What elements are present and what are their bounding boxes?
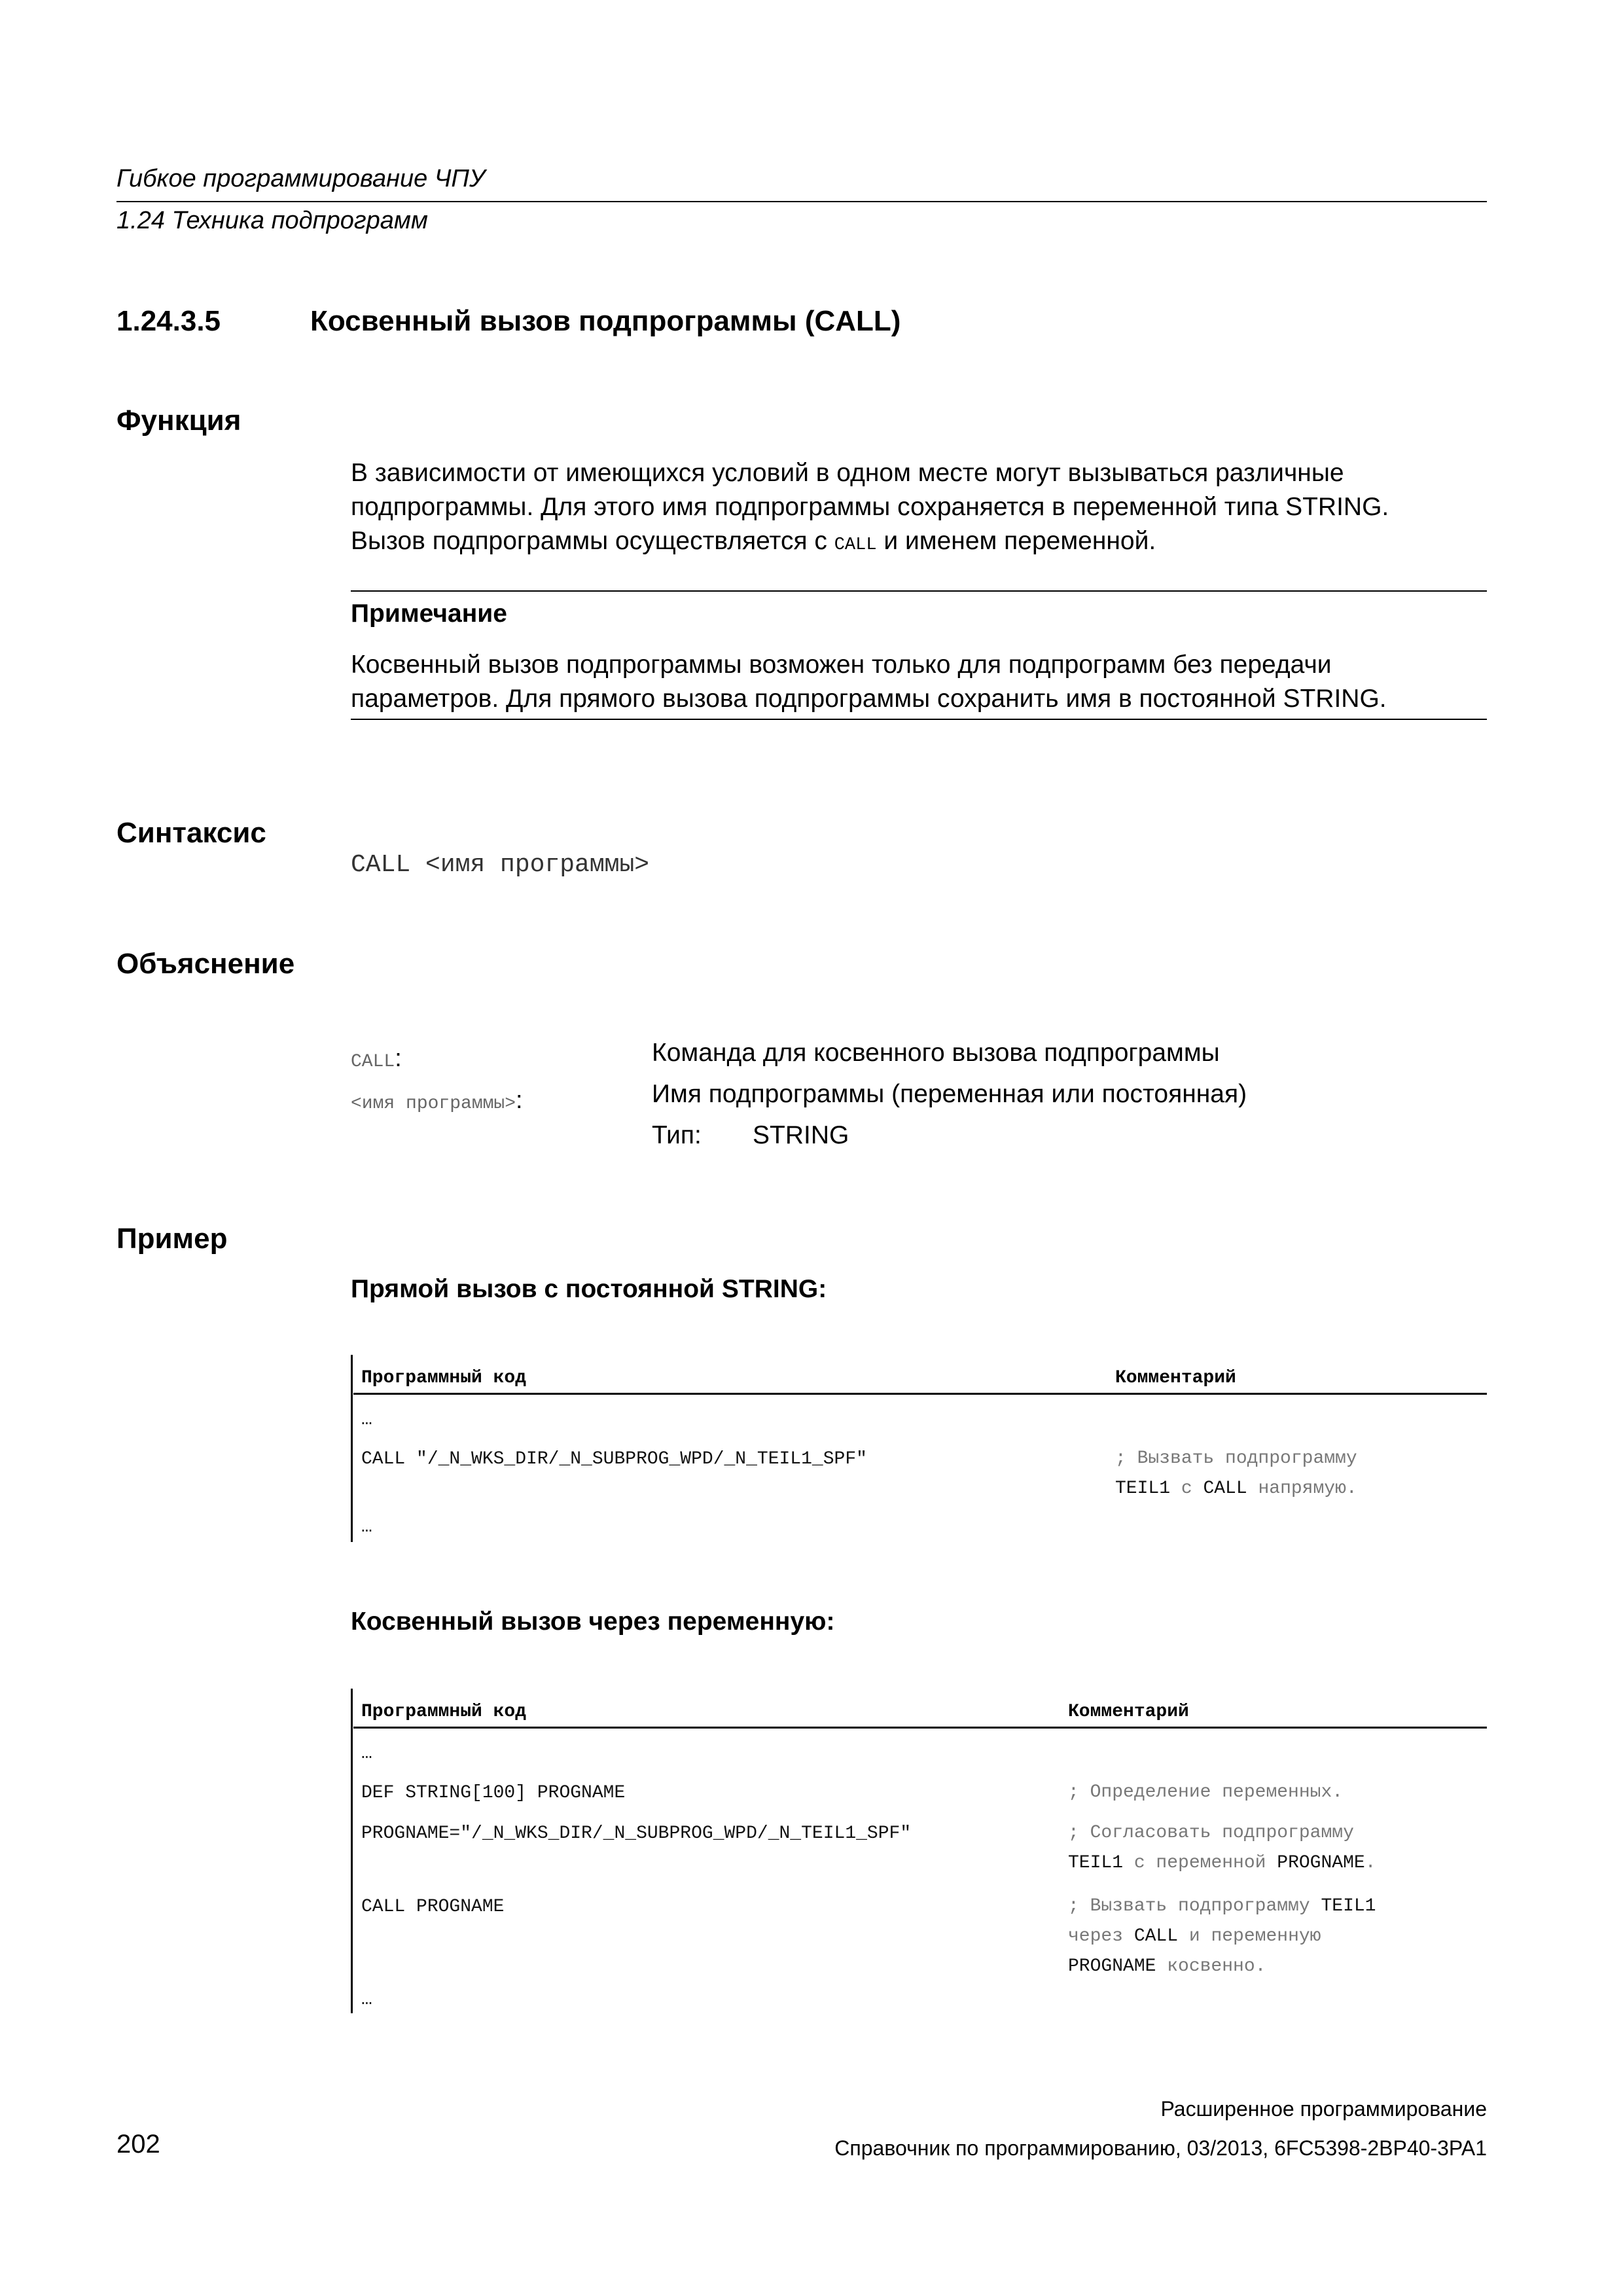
page-number: 202 (116, 2130, 160, 2159)
c3-call-sub: ; Вызвать подпрограмму (1068, 1896, 1321, 1916)
table2-left-bar (351, 1689, 353, 2013)
table2-comment-1: ; Определение переменных. (1068, 1782, 1344, 1803)
table1-col-comment: Комментарий (1115, 1368, 1236, 1388)
explanation-desc-progname: Имя подпрограммы (переменная или постоянная) (652, 1080, 1247, 1108)
function-line-2: подпрограммы. Для этого имя подпрограммы сохраняется в переменной типа STRING. (351, 493, 1389, 521)
example-heading: Пример (116, 1223, 228, 1255)
c3-progname: PROGNAME (1068, 1956, 1156, 1977)
table1-left-bar (351, 1355, 353, 1542)
c1-teil1: TEIL1 (1115, 1479, 1171, 1499)
term-progname-colon: : (516, 1086, 523, 1114)
function-line-1: В зависимости от имеющихся условий в одном месте могут вызываться различные (351, 459, 1344, 487)
table2-comment-2 (1068, 1818, 1376, 1878)
footer-book-title: Расширенное программирование (1160, 2097, 1487, 2121)
c3-indirect: косвенно. (1156, 1956, 1266, 1977)
table2-code-3: CALL PROGNAME (361, 1897, 505, 1917)
c1-s: с (1170, 1479, 1204, 1499)
table2-ellipsis-top: … (361, 1744, 372, 1764)
c2-with-var: с переменной (1123, 1853, 1277, 1873)
note-top-rule (351, 590, 1487, 592)
c2-progname: PROGNAME (1277, 1853, 1365, 1873)
note-title: Примечание (351, 600, 507, 628)
table1-ellipsis-top: … (361, 1410, 372, 1430)
explanation-type-value: STRING (753, 1121, 849, 1149)
note-line-1: Косвенный вызов подпрограммы возможен только для подпрограмм без передачи (351, 651, 1332, 679)
table2-comment-3 (1068, 1892, 1376, 1982)
explanation-term-progname (351, 1086, 523, 1115)
c2-dot: . (1364, 1853, 1376, 1873)
example2-title: Косвенный вызов через переменную: (351, 1607, 835, 1636)
note-bottom-rule (351, 719, 1487, 720)
syntax-heading: Синтаксис (116, 817, 266, 849)
explanation-desc-call: Команда для косвенного вызова подпрограммы (652, 1039, 1220, 1067)
term-progname-code: <имя программы> (351, 1094, 516, 1114)
function-paragraph (351, 456, 1489, 562)
function-heading: Функция (116, 404, 241, 437)
table2-col-code: Программный код (361, 1702, 527, 1722)
c3-call: CALL (1133, 1926, 1179, 1946)
function-line-3-tail: и именем переменной. (876, 527, 1156, 555)
c1-call: CALL (1203, 1479, 1247, 1499)
table1-comment (1115, 1444, 1357, 1504)
syntax-code: CALL <имя программы> (351, 851, 650, 879)
c1-direct: напрямую. (1247, 1479, 1357, 1499)
footer-doc-info: Справочник по программированию, 03/2013, 6FC5398-2BP40-3PA1 (834, 2136, 1487, 2160)
c3-teil1: TEIL1 (1321, 1896, 1376, 1916)
function-line-3 (351, 524, 1489, 562)
example1-title: Прямой вызов с постоянной STRING: (351, 1275, 827, 1303)
table2-comment-2-line-2 (1068, 1848, 1376, 1878)
section-number: 1.24.3.5 (116, 305, 221, 337)
c3-and-var: и переменную (1178, 1926, 1321, 1946)
table1-code-line: CALL "/_N_WKS_DIR/_N_SUBPROG_WPD/_N_TEIL1_SPF" (361, 1449, 867, 1469)
note-text (351, 648, 1489, 716)
note-line-2: параметров. Для прямого вызова подпрограммы сохранить имя в постоянной STRING. (351, 685, 1387, 713)
header-chapter: Гибкое программирование ЧПУ (116, 165, 486, 192)
c2-teil1: TEIL1 (1068, 1853, 1124, 1873)
c3-via: через (1068, 1926, 1134, 1946)
term-call-code: CALL (351, 1052, 395, 1072)
explanation-type-label: Тип: (652, 1121, 702, 1149)
table2-comment-3-line-1 (1068, 1892, 1376, 1922)
explanation-heading: Объяснение (116, 948, 295, 980)
function-line-3-text: Вызов подпрограммы осуществляется с (351, 527, 834, 555)
inline-code-call: CALL (834, 535, 877, 555)
table1-comment-line-1: ; Вызвать подпрограмму (1115, 1448, 1357, 1469)
table2-code-1: DEF STRING[100] PROGNAME (361, 1783, 626, 1803)
table1-col-code: Программный код (361, 1368, 527, 1388)
header-section: 1.24 Техника подпрограмм (116, 207, 428, 234)
table2-ellipsis-bottom: … (361, 1990, 372, 2010)
header-divider (116, 201, 1487, 202)
explanation-term-call (351, 1045, 402, 1073)
term-call-colon: : (395, 1045, 402, 1072)
table2-header-rule (353, 1727, 1487, 1729)
table1-header-rule (353, 1393, 1487, 1395)
table2-comment-3-line-3 (1068, 1952, 1376, 1982)
table2-code-2: PROGNAME="/_N_WKS_DIR/_N_SUBPROG_WPD/_N_TEIL1_SPF" (361, 1823, 912, 1844)
table2-comment-3-line-2 (1068, 1922, 1376, 1952)
table2-col-comment: Комментарий (1068, 1702, 1189, 1722)
table1-ellipsis-bottom: … (361, 1517, 372, 1537)
section-title: Косвенный вызов подпрограммы (CALL) (310, 305, 901, 337)
table2-comment-2-line-1: ; Согласовать подпрограмму (1068, 1823, 1354, 1843)
table1-comment-line-2 (1115, 1474, 1357, 1504)
